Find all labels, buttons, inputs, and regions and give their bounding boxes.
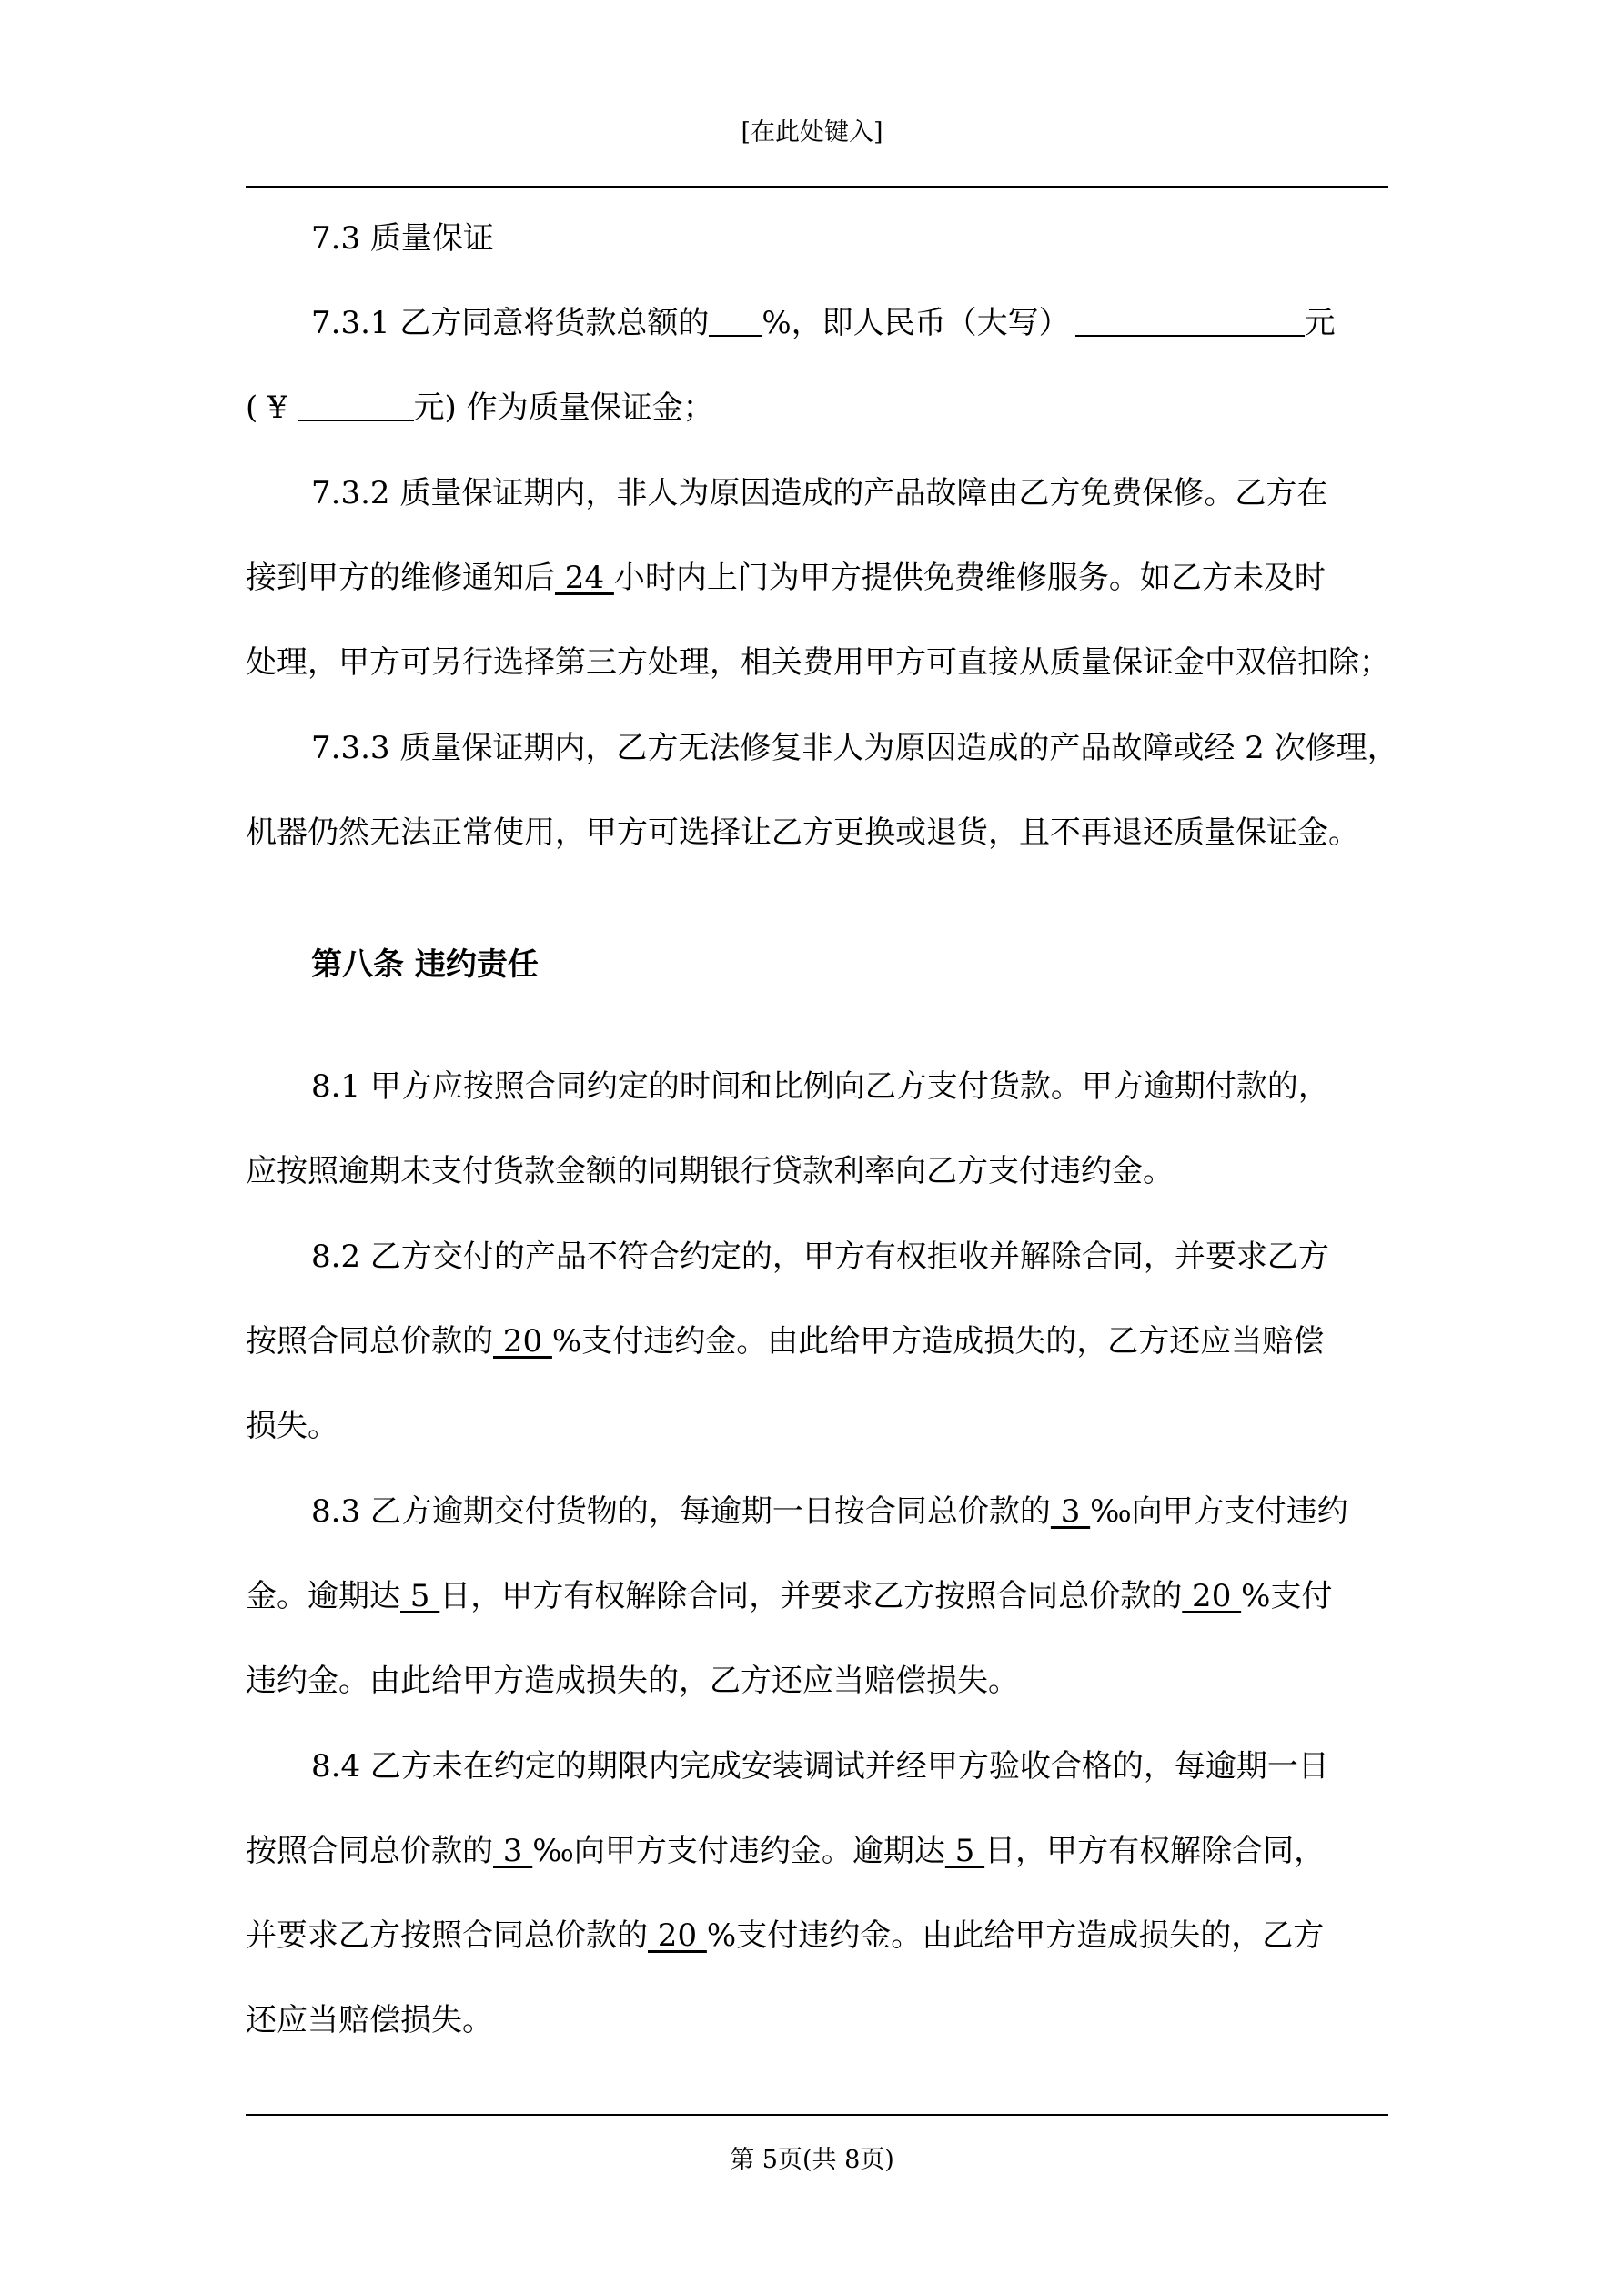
clause-text: ‰向甲方支付违约 [1090, 1493, 1348, 1530]
clause-text: 7.3.1 乙方同意将货款总额的 [311, 305, 710, 341]
clause-text: %支付违约金。由此给甲方造成损失的，乙方还应当赔偿 [551, 1323, 1325, 1360]
response-hours-value: 24 [555, 560, 614, 596]
clause-text: 按照合同总价款的 [246, 1833, 493, 1869]
clause-7-3-1-line-2 [246, 388, 1392, 428]
clause-text: ‰向甲方支付违约金。逾期达 [532, 1833, 945, 1869]
clause-text: 日，甲方有权解除合同， [984, 1833, 1326, 1869]
percent-blank [709, 308, 762, 337]
clause-text: %支付 [1241, 1578, 1333, 1614]
clause-8-3-line-2 [246, 1576, 1392, 1616]
clause-7-3-1-line-1 [246, 303, 1458, 343]
clause-8-3-line-3: 违约金。由此给甲方造成损失的，乙方还应当赔偿损失。 [246, 1663, 1019, 1699]
daily-permille-value: 3 [1050, 1493, 1091, 1530]
clause-7-3-2-line-2 [246, 558, 1392, 598]
clause-8-4-line-2 [246, 1831, 1392, 1871]
penalty-percent-value: 20 [493, 1323, 552, 1360]
clause-text: 接到甲方的维修通知后 [246, 560, 555, 596]
clause-7-3-2-line-1: 7.3.2 质量保证期内，非人为原因造成的产品故障由乙方免费保修。乙方在 [311, 475, 1328, 511]
amount-words-blank [1075, 308, 1305, 337]
clause-text: %，即人民币（大写） [762, 305, 1070, 341]
clause-8-2-line-1: 8.2 乙方交付的产品不符合约定的，甲方有权拒收并解除合同，并要求乙方 [311, 1239, 1329, 1275]
overdue-days-value: 5 [400, 1578, 440, 1614]
clause-text: 元 [1304, 305, 1336, 341]
penalty-percent-value: 20 [648, 1917, 707, 1954]
clause-8-4-line-1: 8.4 乙方未在约定的期限内完成安装调试并经甲方验收合格的，每逾期一日 [311, 1748, 1329, 1785]
clause-text: 8.3 乙方逾期交付货物的，每逾期一日按合同总价款的 [311, 1493, 1051, 1530]
clause-7-3-3-line-2: 机器仍然无法正常使用，甲方可选择让乙方更换或退货，且不再退还质量保证金。 [246, 814, 1359, 851]
clause-text: 元) 作为质量保证金； [413, 389, 714, 426]
page-footer: 第 5页(共 8页) [730, 2146, 894, 2174]
clause-text: ( ¥ [246, 389, 298, 426]
clause-text: 小时内上门为甲方提供免费维修服务。如乙方未及时 [613, 560, 1326, 596]
page-header: [在此处键入] [741, 118, 883, 147]
clause-8-4-line-4: 还应当赔偿损失。 [246, 2002, 493, 2038]
overdue-days-value: 5 [944, 1833, 985, 1869]
clause-text: 按照合同总价款的 [246, 1323, 493, 1360]
section-7-3-title: 7.3 质量保证 [311, 220, 494, 257]
clause-8-1-line-2: 应按照逾期未支付货款金额的同期银行贷款利率向乙方支付违约金。 [246, 1153, 1174, 1189]
clause-7-3-3-line-1: 7.3.3 质量保证期内，乙方无法修复非人为原因造成的产品故障或经 2 次修理， [311, 730, 1398, 766]
penalty-percent-value: 20 [1182, 1578, 1242, 1614]
clause-text: 金。逾期达 [246, 1578, 400, 1614]
article-8-title: 第八条 违约责任 [311, 946, 539, 983]
footer-rule [246, 2114, 1388, 2116]
amount-figure-blank [298, 392, 414, 421]
clause-8-2-line-3: 损失。 [246, 1408, 338, 1444]
header-rule [246, 186, 1388, 188]
clause-8-4-line-3 [246, 1916, 1392, 1956]
clause-text: 并要求乙方按照合同总价款的 [246, 1917, 648, 1954]
clause-text: %支付违约金。由此给甲方造成损失的，乙方 [706, 1917, 1325, 1954]
clause-8-1-line-1: 8.1 甲方应按照合同约定的时间和比例向乙方支付货款。甲方逾期付款的， [311, 1068, 1329, 1105]
daily-permille-value: 3 [493, 1833, 533, 1869]
clause-text: 日，甲方有权解除合同，并要求乙方按照合同总价款的 [439, 1578, 1183, 1614]
clause-8-3-line-1 [246, 1492, 1458, 1532]
clause-8-2-line-2 [246, 1321, 1392, 1361]
clause-7-3-2-line-3: 处理，甲方可另行选择第三方处理，相关费用甲方可直接从质量保证金中双倍扣除； [246, 644, 1390, 681]
